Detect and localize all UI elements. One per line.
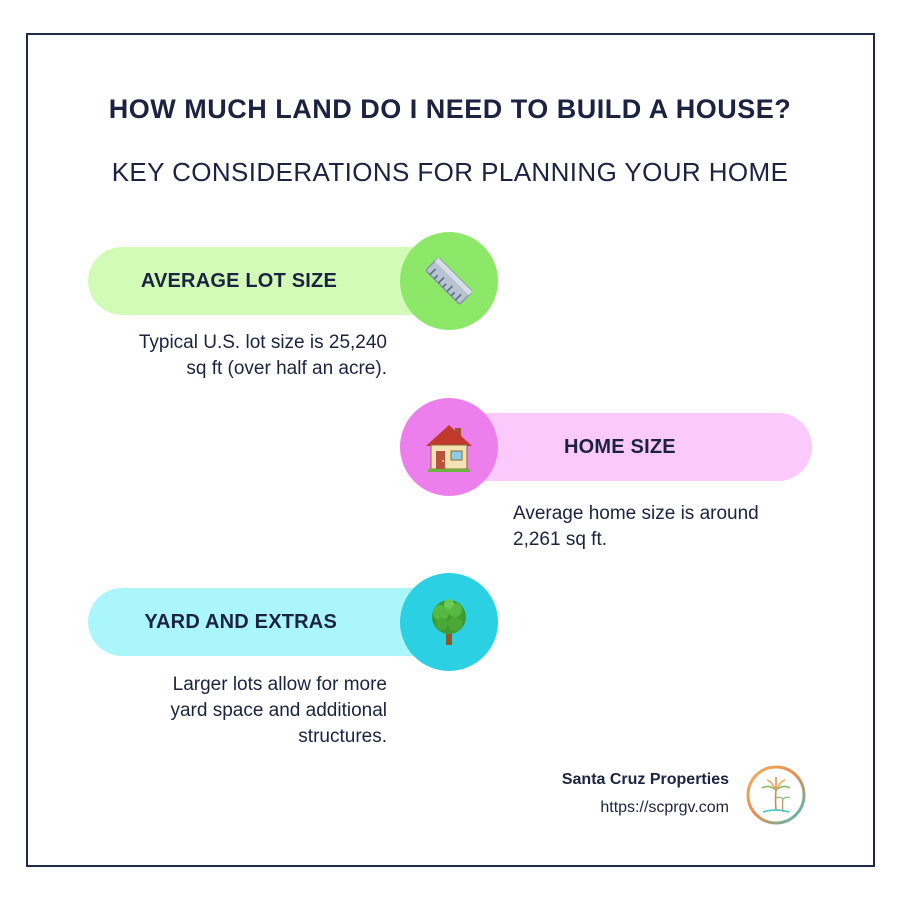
yard-description xyxy=(67,672,387,750)
home-size-description-line: Average home size is around xyxy=(513,503,759,524)
yard-description-line: yard space and additional xyxy=(170,700,387,721)
company-url-link[interactable]: https://scprgv.com xyxy=(600,799,729,816)
lot-size-badge xyxy=(400,232,498,330)
yard-description-line: structures. xyxy=(298,726,387,747)
home-size-pill xyxy=(450,413,812,481)
lot-size-description-line: sq ft (over half an acre). xyxy=(186,358,387,379)
yard-pill xyxy=(88,588,448,656)
home-size-description xyxy=(513,501,833,553)
tree-icon xyxy=(422,595,476,649)
yard-heading: YARD AND EXTRAS xyxy=(144,610,337,633)
home-size-badge xyxy=(400,398,498,496)
home-size-heading: HOME SIZE xyxy=(564,435,676,458)
palm-tree-logo-icon xyxy=(745,764,807,826)
page-title: HOW MUCH LAND DO I NEED TO BUILD A HOUSE? xyxy=(108,94,792,124)
yard-badge xyxy=(400,573,498,671)
ruler-icon xyxy=(421,253,477,309)
yard-description-line: Larger lots allow for more xyxy=(172,674,387,695)
page-subtitle: KEY CONSIDERATIONS FOR PLANNING YOUR HOME xyxy=(111,157,789,187)
house-icon xyxy=(422,420,476,474)
lot-size-heading: AVERAGE LOT SIZE xyxy=(140,269,337,292)
lot-size-pill xyxy=(88,247,448,315)
lot-size-description xyxy=(67,330,387,382)
lot-size-description-line: Typical U.S. lot size is 25,240 xyxy=(138,332,387,353)
home-size-description-line: 2,261 sq ft. xyxy=(513,529,608,550)
company-name: Santa Cruz Properties xyxy=(561,771,729,788)
